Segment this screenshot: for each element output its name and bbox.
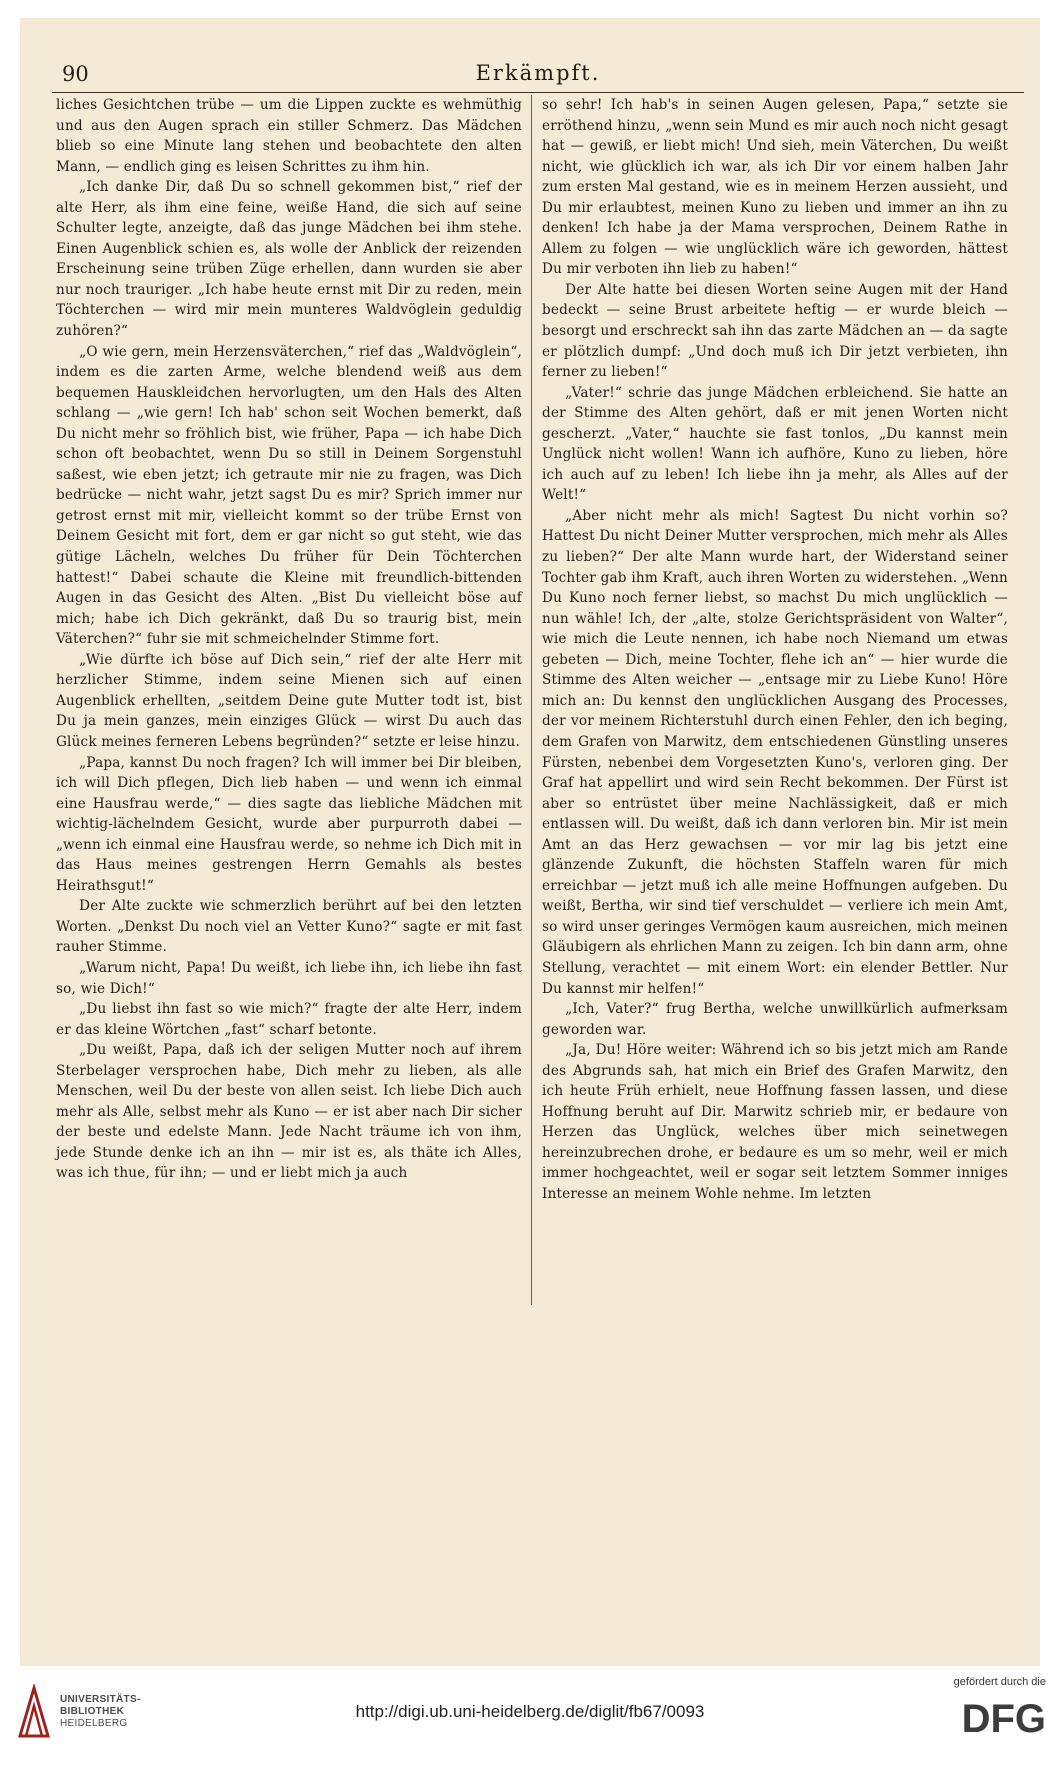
dfg-logo-icon[interactable] (930, 1696, 1046, 1736)
paragraph: „Ja, Du! Höre weiter: Während ich so bis jetzt mich am Rande des Abgrunds sah, hat mich ein Brief des Grafen Marwitz, den ich heute Früh erhielt, neue Hoffnung fassen lassen, und diese Hoffnung beruht auf Dir. Marwitz schrieb mir, er bedaure von Herzen das Unglück, welches über mich seinetwegen hereinzubrechen drohe, er bedaure es um so mehr, weil er mich immer hochgeachtet, weil er sogar seit letztem Sommer inniges Interesse an meinem Wohle nehme. Im letzten (542, 1042, 1008, 1202)
paragraph: liches Gesichtchen trübe — um die Lippen zuckte es wehmüthig und aus den Augen sprach ein stiller Schmerz. Das Mädchen blieb so eine Minute lang stehen und beobachtete den alten Mann, — endlich ging es leisen Schrittes zu ihm hin. (56, 97, 522, 175)
left-column (56, 95, 522, 1184)
institution-name-line: UNIVERSITÄTS- (60, 1694, 141, 1705)
institution-name-line: HEIDELBERG (60, 1718, 128, 1729)
paragraph: „Warum nicht, Papa! Du weißt, ich liebe ihn, ich liebe ihn fast so, wie Dich!“ (56, 959, 522, 997)
right-column (542, 95, 1008, 1205)
paragraph: „Ich, Vater?“ frug Bertha, welche unwillkürlich aufmerksam geworden war. (542, 1001, 1008, 1038)
page-number: 90 (62, 62, 89, 86)
running-title: Erkämpft. (475, 61, 601, 85)
digitization-footer (0, 1666, 1060, 1765)
institution-name-line: BIBLIOTHEK (60, 1706, 125, 1717)
paragraph: Der Alte zuckte wie schmerzlich berührt auf bei den letzten Worten. „Denkst Du noch viel an Vetter Kuno?“ sagte er mit fast rauher Stimme. (56, 898, 522, 956)
svg-text:DFG: DFG (961, 1697, 1046, 1736)
paragraph: „Aber nicht mehr als mich! Sagtest Du nicht vorhin so? Hattest Du nicht Deiner Mutter versprochen, mich mehr als Alles zu lieben?“ Der alte Mann wurde hart, der Widerstand seiner Tochter gab ihm Kraft, auch ihren Worten zu widerstehen. „Wenn Du Kuno noch ferner liebst, so machst Du mich unglücklich — nun wähle! Ich, der „alte, stolze Gerichtspräsident von Walter“, wie mich die Leute nennen, ich habe noch Niemand um etwas gebeten — Dich, meine Tochter, flehe ich an“ — hier wurde die Stimme des Alten weicher — „entsage mir zu Liebe Kuno! Höre mich an: Du kennst den unglücklichen Ausgang des Processes, der vor meinem Richterstuhl durch einen Fehler, den ich beging, dem Grafen von Marwitz, dem entschiedenen Günstling unseres Fürsten, nebenbei dem Vorgesetzten Kuno's, verloren ging. Der Graf hat appellirt und wird sein Recht bekommen. Der Fürst ist aber so entrüstet über meine Nachlässigkeit, daß er mich entlassen will. Du weißt, daß ich dann verloren bin. Mir ist mein Amt an das Herz gewachsen — vor mir lag bis jetzt eine glänzende Zukunft, die höchsten Staffeln waren für mich erreichbar — jetzt muß ich alle meine Hoffnungen aufgeben. Du weißt, Bertha, wir sind tief verschuldet — verliere ich mein Amt, so wird unser geringes Vermögen kaum ausreichen, mich meinen Gläubigern als ehrlichen Mann zu zeigen. Ich bin dann arm, ohne Stellung, verachtet — mit einem Wort: ein elender Bettler. Nur Du kannst mir helfen!“ (542, 507, 1008, 997)
column-divider (531, 95, 532, 1305)
paragraph: so sehr! Ich hab's in seinen Augen gelesen, Papa,“ setzte sie erröthend hinzu, „wenn sein Mund es mir auch noch nicht gesagt hat — gewiß, er liebt mich! Und sieh, mein Väterchen, Du weißt nicht, wie glücklich ich war, als ich Dir vor einem halben Jahr zum ersten Mal gestand, wie es in meinem Herzen aussieht, und Du mir erlaubtest, meinen Kuno zu lieben und immer an ihn zu denken! Ich habe ja der Mama versprochen, Deinem Rathe in Allem zu folgen — wie unglücklich wäre ich geworden, hättest Du mir verboten ihn lieb zu haben!“ (542, 97, 1008, 278)
paragraph: „Vater!“ schrie das junge Mädchen erbleichend. Sie hatte an der Stimme des Alten gehört, daß er mit jenen Worten nicht gescherzt. „Vater,“ hauchte sie fast tonlos, „Du kannst mein Unglück nicht wollen! Wann ich aufhöre, Kuno zu lieben, höre ich auch auf zu leben! Ich liebe ihn ja mehr, als Alles auf der Welt!“ (542, 384, 1008, 504)
paragraph: „Ich danke Dir, daß Du so schnell gekommen bist,“ rief der alte Herr, als ihm eine feine, weiße Hand, die sich auf seine Schulter legte, anzeigte, daß das junge Mädchen bei ihm stehe. Einen Augenblick schien es, als wolle der Anblick der reizenden Erscheinung seine trüben Züge erhellen, dann wurden sie aber nur noch trauriger. „Ich habe heute ernst mit Dir zu reden, mein Töchterchen — wird mir mein munteres Waldvöglein geduldig zuhören?“ (56, 179, 522, 340)
paragraph: „Du weißt, Papa, daß ich der seligen Mutter noch auf ihrem Sterbelager versprochen habe, Dich mehr zu lieben, als alle Menschen, weil Du der beste von allen seist. Ich liebe Dich auch mehr als Alle, selbst mehr als Kuno — er ist aber nach Dir sicher der beste und edelste Mann. Jede Nacht träume ich von ihm, jede Stunde denke ich an ihn — mir ist es, als thäte ich Alles, was ich thue, für ihn; — und er liebt mich ja auch (56, 1042, 522, 1182)
paragraph: „O wie gern, mein Herzensväterchen,“ rief das „Waldvöglein“, indem es die zarten Arme, welche blendend weiß aus dem bequemen Hauskleidchen hervorlugten, um den Hals des Alten schlang — „wie gern! Ich hab' schon seit Wochen bemerkt, daß Du nicht mehr so fröhlich bist, wie früher, Papa — ich habe Dich schon oft beobachtet, wenn Du so still in Deinem Sorgenstuhl saßest, wie eben jetzt; ich getraute mir nie zu fragen, was Dich bedrücke — nicht wahr, jetzt sagst Du es mir? Sprich immer nur getrost ernst mit mir, vielleicht kommt so der trübe Ernst von Deinem Gesicht mit fort, dem er gar nicht so gut steht, wie das gütige Lächeln, welches Du früher für Dein Töchterchen hattest!“ Dabei schaute die Kleine mit freundlich-bittenden Augen in das Gesicht des Alten. „Bist Du vielleicht böse auf mich; habe ich Dich gekränkt, daß Du so traurig bist, mein Väterchen?“ fuhr sie mit schmeichelnder Stimme fort. (56, 343, 522, 648)
paragraph: „Papa, kannst Du noch fragen? Ich will immer bei Dir bleiben, ich will Dich pflegen, Dich lieb haben — und wenn ich einmal eine Hausfrau werde,“ — dies sagte das liebliche Mädchen mit wichtig-lächelndem Gesicht, wurde aber purpurroth dabei — „wenn ich einmal eine Hausfrau werde, so nehme ich Dich mit in das Haus meines gestrengen Herrn Gemahls als bestes Heirathsgut!“ (56, 754, 522, 894)
paragraph: „Du liebst ihn fast so wie mich?“ fragte der alte Herr, indem er das kleine Wörtchen „fast“ scharf betonte. (56, 1001, 522, 1038)
page-header (52, 58, 1024, 93)
paragraph: „Wie dürfte ich böse auf Dich sein,“ rief der alte Herr mit herzlicher Stimme, indem seine Mienen sich auf einen Augenblick erhellten, „seitdem Deine gute Mutter todt ist, bist Du ja mein ganzes, mein einziges Glück — wirst Du auch das Glück meines ferneren Lebens begründen?“ setzte er leise hinzu. (56, 651, 522, 750)
sponsor-block (926, 1676, 1046, 1741)
paragraph: Der Alte hatte bei diesen Worten seine Augen mit der Hand bedeckt — seine Brust arbeitete heftig — er wurde bleich — besorgt und erschreckt sah ihn das zarte Mädchen an — da sagte er plötzlich dumpf: „Und doch muß ich Dir jetzt verbieten, ihn ferner zu lieben!“ (542, 281, 1008, 381)
permalink-url[interactable]: http://digi.ub.uni-heidelberg.de/diglit/fb67/0093 (355, 1702, 705, 1721)
sponsor-caption: gefördert durch die (953, 1676, 1046, 1688)
